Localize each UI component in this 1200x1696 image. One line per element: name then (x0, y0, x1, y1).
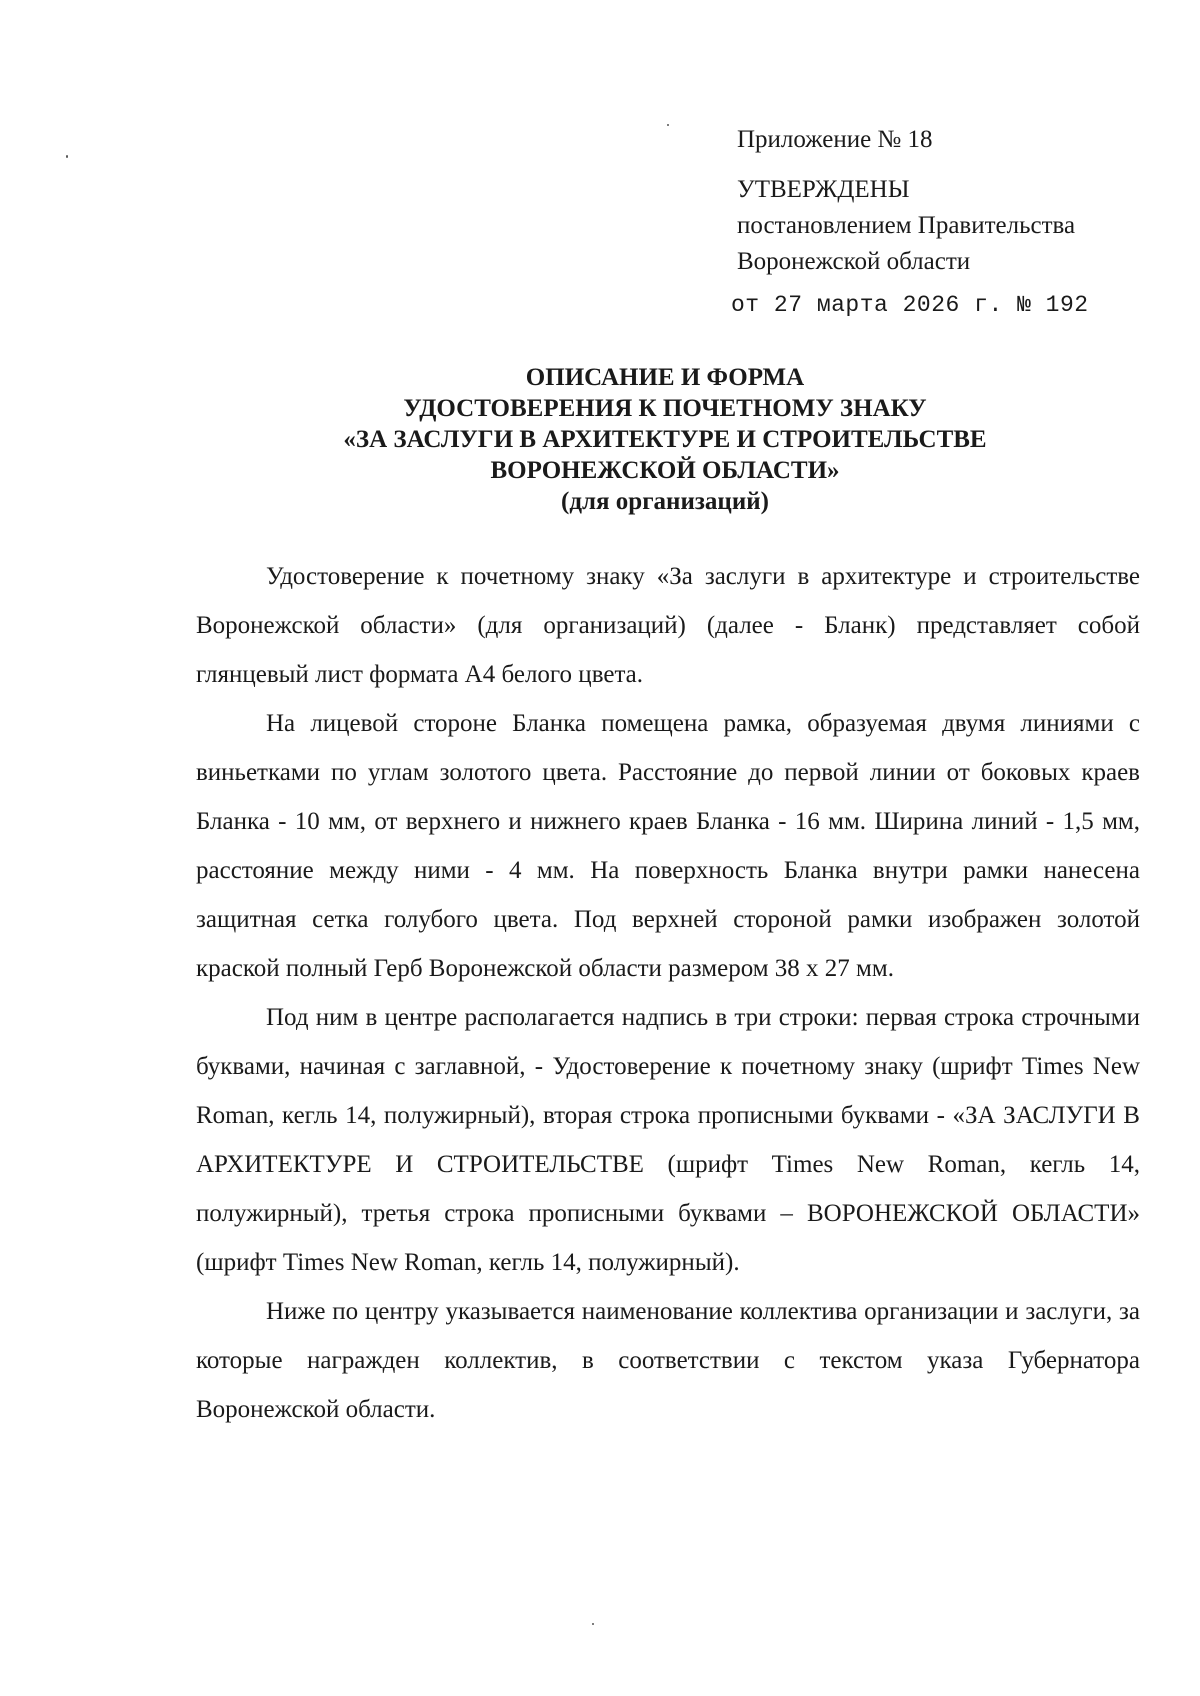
document-title (0, 362, 1200, 517)
title-line-5: (для организаций) (561, 488, 769, 515)
title-line-4: ВОРОНЕЖСКОЙ ОБЛАСТИ» (490, 457, 840, 484)
paragraph-4: Ниже по центру указывается наименование коллектива организации и заслуги, за которые награжден коллектив, в соответствии с текстом указа Губернатора Воронежской области. (196, 1298, 1140, 1423)
approved-by-line-1: постановлением Правительства (737, 212, 1076, 239)
scan-speck (667, 124, 669, 126)
appendix-number: Приложение № 18 (737, 126, 933, 153)
approved-by-line-2: Воронежской области (737, 248, 971, 275)
title-line-2: УДОСТОВЕРЕНИЯ К ПОЧЕТНОМУ ЗНАКУ (403, 395, 927, 422)
title-line-1: ОПИСАНИЕ И ФОРМА (525, 364, 805, 391)
document-body (196, 552, 1140, 1434)
scan-speck (66, 155, 68, 158)
scan-speck (592, 1623, 594, 1625)
paragraph-2: На лицевой стороне Бланка помещена рамка, образуемая двумя линиями с виньетками по углам золотого цвета. Расстояние до первой линии от боковых краев Бланка - 10 мм, от верхнего и нижнего краев Бланка - 16 мм. Ширина линий - 1,5 мм, расстояние между ними - 4 мм. На поверхность Бланка внутри рамки нанесена защитная сетка голубого цвета. Под верхней стороной рамки изображен золотой краской полный Герб Воронежской области размером 38 х 27 мм. (196, 710, 1140, 982)
paragraph-1: Удостоверение к почетному знаку «За заслуги в архитектуре и строительстве Воронежской области» (для организаций) (далее - Бланк) представляет собой глянцевый лист формата А4 белого цвета. (196, 563, 1140, 688)
paragraph-3: Под ним в центре располагается надпись в три строки: первая строка строчными буквами, начиная с заглавной, - Удостоверение к почетному знаку (шрифт Times New Roman, кегль 14, полужирный), вторая строка прописными буквами - «ЗА ЗАСЛУГИ В АРХИТЕКТУРЕ И СТРОИТЕЛЬСТВЕ (шрифт Times New Roman, кегль 14, полужирный), третья строка прописными буквами – ВОРОНЕЖСКОЙ ОБЛАСТИ» (шрифт Times New Roman, кегль 14, полужирный). (196, 1004, 1140, 1276)
approved-label: УТВЕРЖДЕНЫ (737, 176, 910, 203)
decree-date-number: от 27 марта 2026 г. № 192 (731, 292, 1089, 318)
title-line-3: «ЗА ЗАСЛУГИ В АРХИТЕКТУРЕ И СТРОИТЕЛЬСТВЕ (343, 426, 987, 453)
approval-header (737, 122, 1075, 280)
